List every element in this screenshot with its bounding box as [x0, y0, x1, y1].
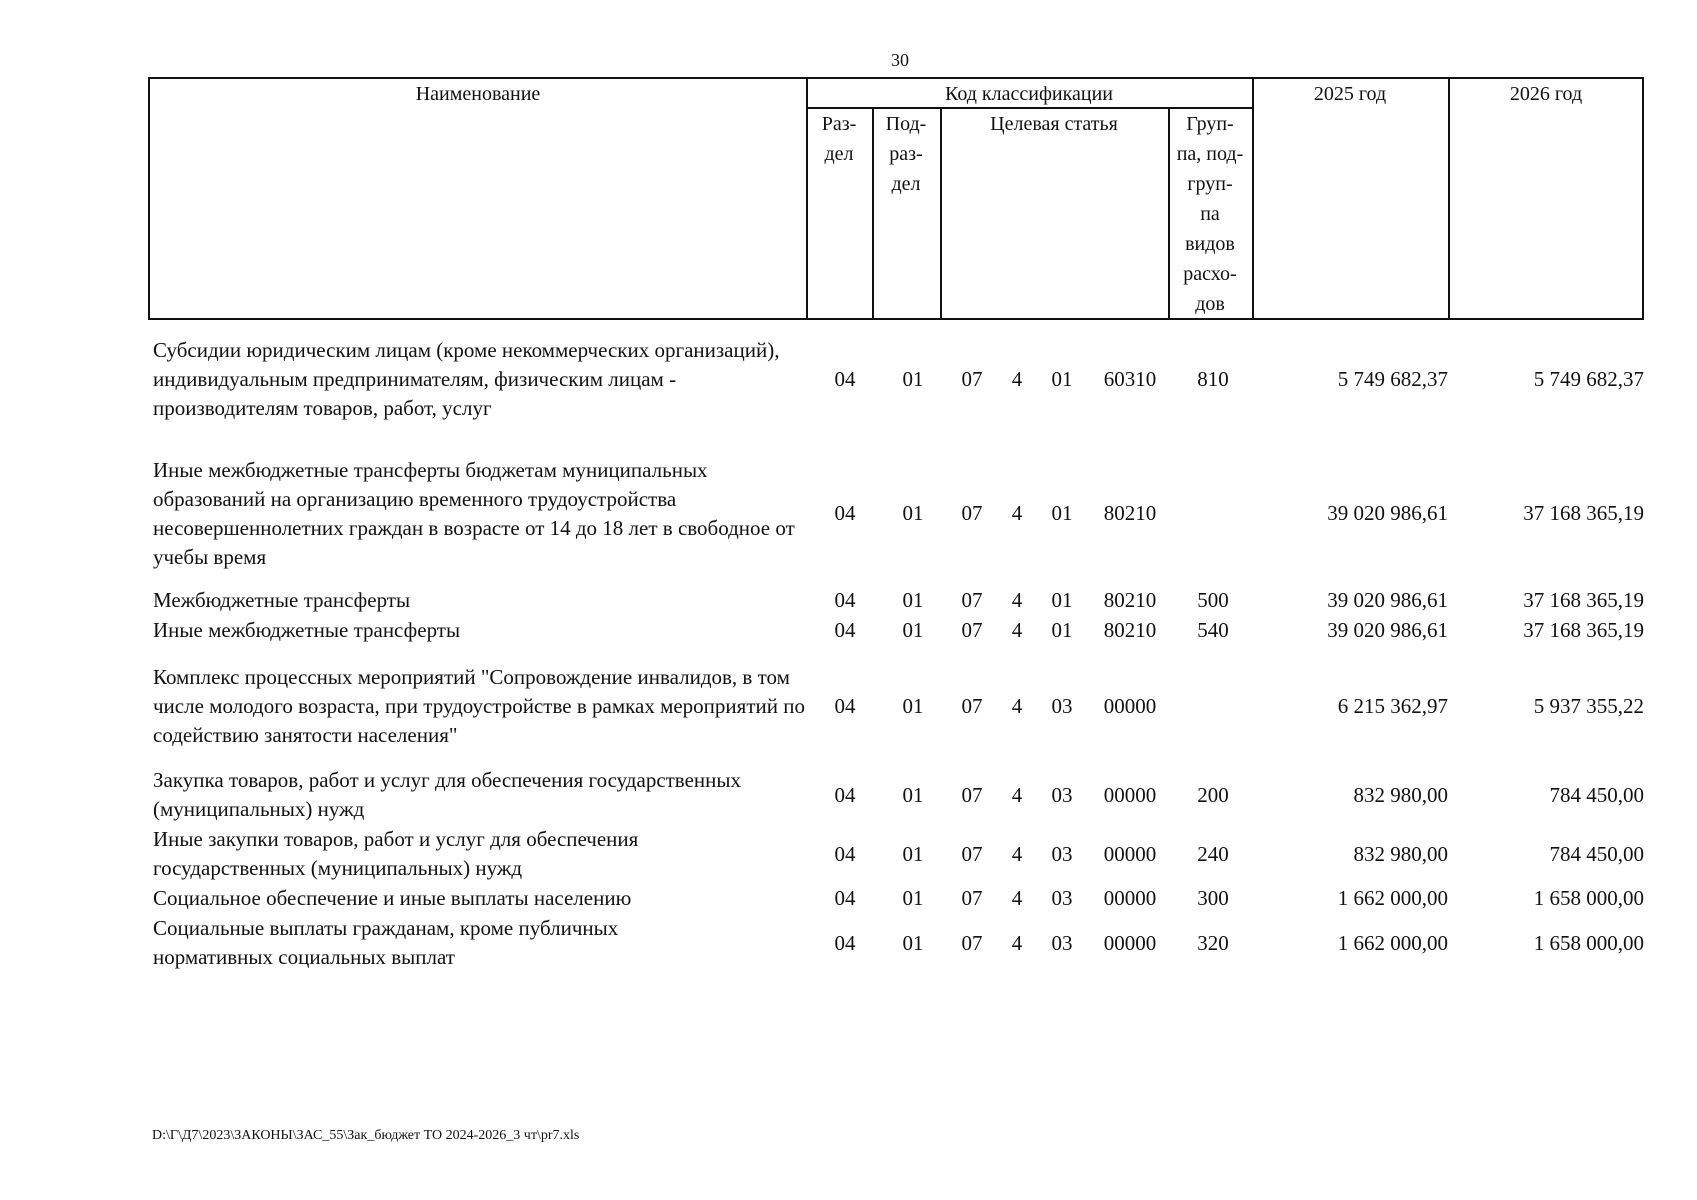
row-razdel: 04	[834, 501, 856, 525]
row-cs1: 07	[961, 694, 983, 718]
row-cs4: 80210	[1103, 501, 1157, 525]
row-vr: 300	[1197, 886, 1229, 910]
row-podrazdel: 01	[902, 886, 924, 910]
row-cs3: 03	[1051, 886, 1073, 910]
row-cs3: 01	[1051, 501, 1073, 525]
table-header	[148, 77, 1644, 320]
row-cs4: 00000	[1103, 842, 1157, 866]
row-amount-2026: 1 658 000,00	[1533, 931, 1644, 955]
row-cs3: 03	[1051, 931, 1073, 955]
row-cs2: 4	[1011, 931, 1023, 955]
file-path-footer: D:\Г\Д7\2023\ЗАКОНЫ\ЗАС_55\Зак_бюджет ТО 2024-2026_3 чт\pr7.xls	[152, 1128, 580, 1143]
row-name: Иные закупки товаров, работ и услуг для обеспечения государственных (муниципальных) нужд	[153, 827, 639, 880]
row-amount-2026: 37 168 365,19	[1523, 501, 1644, 525]
row-name: Социальное обеспечение и иные выплаты населению	[153, 886, 632, 910]
header-year-2025: 2025 год	[1313, 83, 1387, 105]
row-razdel: 04	[834, 931, 856, 955]
row-cs4: 80210	[1103, 588, 1157, 612]
row-vr: 810	[1197, 367, 1229, 391]
header-subsection: Под- раз- дел	[885, 113, 927, 195]
row-cs3: 03	[1051, 783, 1073, 807]
row-podrazdel: 01	[902, 367, 924, 391]
row-cs2: 4	[1011, 783, 1023, 807]
row-name: Закупка товаров, работ и услуг для обеспечения государственных (муниципальных) нужд	[153, 768, 742, 821]
row-amount-2026: 5 937 355,22	[1533, 694, 1644, 718]
row-razdel: 04	[834, 367, 856, 391]
row-name: Субсидии юридическим лицам (кроме некоммерческих организаций), индивидуальным предпринимателям, физическим лицам - производителям товаров, работ, услуг	[153, 338, 780, 420]
header-section: Раз- дел	[821, 113, 857, 165]
row-vr: 240	[1197, 842, 1229, 866]
row-razdel: 04	[834, 842, 856, 866]
row-cs3: 01	[1051, 367, 1073, 391]
row-amount-2025: 832 980,00	[1353, 842, 1448, 866]
row-amount-2026: 784 450,00	[1549, 842, 1644, 866]
row-amount-2025: 1 662 000,00	[1337, 931, 1448, 955]
row-razdel: 04	[834, 618, 856, 642]
row-cs2: 4	[1011, 588, 1023, 612]
row-cs4: 00000	[1103, 931, 1157, 955]
row-amount-2025: 6 215 362,97	[1337, 694, 1448, 718]
header-year-2026: 2026 год	[1509, 83, 1583, 105]
row-amount-2025: 832 980,00	[1353, 783, 1448, 807]
header-target-article: Целевая статья	[990, 113, 1118, 135]
row-cs1: 07	[961, 501, 983, 525]
row-amount-2026: 1 658 000,00	[1533, 886, 1644, 910]
row-razdel: 04	[834, 694, 856, 718]
row-razdel: 04	[834, 783, 856, 807]
row-amount-2026: 37 168 365,19	[1523, 588, 1644, 612]
row-vr: 200	[1197, 783, 1229, 807]
row-name: Социальные выплаты гражданам, кроме публичных нормативных социальных выплат	[153, 916, 619, 969]
row-cs2: 4	[1011, 886, 1023, 910]
header-divider	[1448, 79, 1450, 318]
row-amount-2026: 37 168 365,19	[1523, 618, 1644, 642]
row-cs4: 00000	[1103, 783, 1157, 807]
row-podrazdel: 01	[902, 783, 924, 807]
header-divider	[1252, 79, 1254, 318]
header-divider	[940, 109, 942, 318]
row-podrazdel: 01	[902, 694, 924, 718]
row-cs1: 07	[961, 588, 983, 612]
row-cs2: 4	[1011, 694, 1023, 718]
header-code-group: Код классификации	[944, 83, 1114, 105]
row-podrazdel: 01	[902, 501, 924, 525]
header-name: Наименование	[415, 83, 541, 105]
row-cs4: 00000	[1103, 886, 1157, 910]
row-podrazdel: 01	[902, 588, 924, 612]
row-name: Иные межбюджетные трансферты	[153, 618, 461, 642]
row-cs2: 4	[1011, 618, 1023, 642]
row-razdel: 04	[834, 886, 856, 910]
row-cs1: 07	[961, 618, 983, 642]
row-podrazdel: 01	[902, 842, 924, 866]
row-vr: 500	[1197, 588, 1229, 612]
row-amount-2025: 1 662 000,00	[1337, 886, 1448, 910]
row-cs1: 07	[961, 367, 983, 391]
row-cs3: 01	[1051, 618, 1073, 642]
row-podrazdel: 01	[902, 931, 924, 955]
row-vr: 540	[1197, 618, 1229, 642]
row-cs3: 03	[1051, 694, 1073, 718]
row-amount-2025: 39 020 986,61	[1327, 618, 1448, 642]
row-amount-2026: 784 450,00	[1549, 783, 1644, 807]
row-cs1: 07	[961, 842, 983, 866]
row-name: Межбюджетные трансферты	[153, 588, 411, 612]
page-number: 30	[891, 50, 909, 70]
row-amount-2025: 39 020 986,61	[1327, 501, 1448, 525]
row-cs2: 4	[1011, 501, 1023, 525]
row-cs3: 03	[1051, 842, 1073, 866]
row-name: Комплекс процессных мероприятий "Сопровождение инвалидов, в том числе молодого возраста, при трудоустройстве в рамках мероприятий по содействию занятости населения"	[153, 665, 805, 747]
row-cs4: 00000	[1103, 694, 1157, 718]
row-razdel: 04	[834, 588, 856, 612]
row-cs1: 07	[961, 886, 983, 910]
row-name: Иные межбюджетные трансферты бюджетам муниципальных образований на организацию временного трудоустройства несовершеннолетних граждан в возрасте от 14 до 18 лет в свободное от учебы время	[153, 458, 795, 569]
row-cs1: 07	[961, 783, 983, 807]
row-cs4: 80210	[1103, 618, 1157, 642]
row-amount-2025: 5 749 682,37	[1337, 367, 1448, 391]
row-cs2: 4	[1011, 842, 1023, 866]
row-cs3: 01	[1051, 588, 1073, 612]
row-cs2: 4	[1011, 367, 1023, 391]
row-amount-2026: 5 749 682,37	[1533, 367, 1644, 391]
row-cs4: 60310	[1103, 367, 1157, 391]
row-podrazdel: 01	[902, 618, 924, 642]
row-cs1: 07	[961, 931, 983, 955]
row-vr: 320	[1197, 931, 1229, 955]
header-expense-group: Груп- па, под- груп- па видов расхо- дов	[1176, 113, 1244, 315]
row-amount-2025: 39 020 986,61	[1327, 588, 1448, 612]
